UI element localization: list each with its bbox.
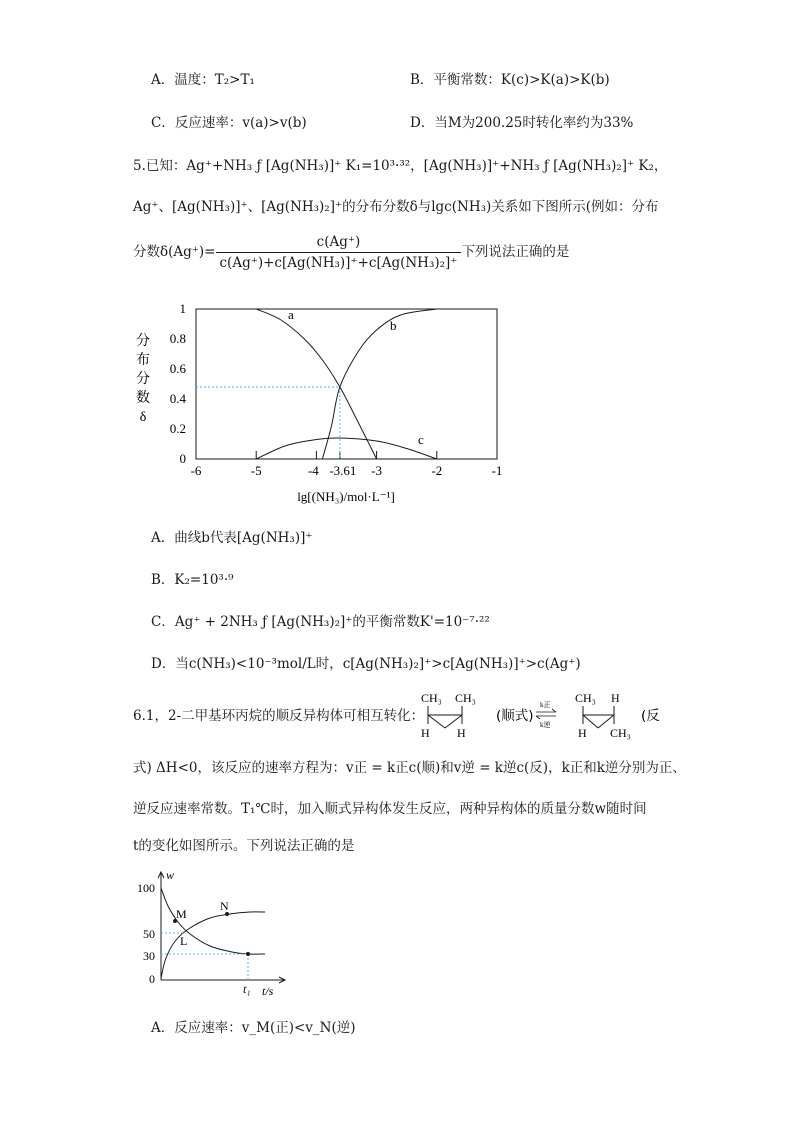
q5-option-b: B．K₂=10³·⁹ (151, 572, 234, 588)
curve-label-c: c (418, 432, 424, 447)
x-axis-label: lg[(NH₃)/mol·L⁻¹] (297, 489, 395, 504)
q5-fraction-prefix: 分数δ(Ag⁺)= (133, 244, 216, 260)
x-tick-label-3: -3.61 (329, 463, 357, 478)
cis-h-left: H (421, 726, 430, 740)
q5-fraction-suffix: 下列说法正确的是 (461, 244, 570, 260)
w-tick-label-2: 50 (143, 927, 155, 941)
y-axis-label-char-3: 数 (136, 391, 150, 406)
curve-label-b: b (390, 318, 397, 333)
w-tick-label-0: 0 (149, 972, 155, 986)
y-axis-label-char-2: 分 (136, 372, 150, 387)
q5-line-2: Ag⁺、[Ag(NH₃)]⁺、[Ag(NH₃)₂]⁺的分布分数δ与lgc(NH₃)关系如下图所示(例如：分布 (133, 199, 659, 215)
cis-ch3-left: CH₃ (421, 691, 442, 705)
cis-ch3-right: CH₃ (455, 691, 476, 705)
y-axis-label-char-0: 分 (136, 334, 150, 349)
point-label-L: L (180, 934, 188, 948)
x-tick-label-6: -1 (491, 463, 503, 478)
q5-option-c: C．Ag⁺ + 2NH₃ ƒ [Ag(NH₃)₂]⁺的平衡常数K'=10⁻⁷·²² (151, 614, 490, 630)
q5-option-a: A．曲线b代表[Ag(NH₃)]⁺ (151, 530, 313, 546)
curve-label-a: a (288, 307, 294, 322)
x-tick-label-1: -5 (250, 463, 262, 478)
q4-option-d: D．当M为200.25时转化率约为33% (410, 115, 634, 131)
q6-line-1: 6.1，2-二甲基环丙烷的顺反异构体可相互转化： (133, 708, 425, 724)
x-tick-label-5: -2 (431, 463, 443, 478)
point-end (246, 952, 250, 956)
point-label-N: N (220, 899, 229, 913)
y-tick-label-3: 0.6 (169, 361, 186, 376)
q6-option-a: A．反应速率：v_M(正)<v_N(逆) (151, 1020, 356, 1036)
y-tick-label-2: 0.4 (169, 391, 186, 406)
q5-fraction-denominator: c(Ag⁺)+c[Ag(NH₃)]⁺+c[Ag(NH₃)₂]⁺ (219, 255, 458, 271)
q4-option-a: A．温度：T₂>T₁ (151, 72, 255, 88)
y-tick-label-5: 1 (179, 301, 186, 316)
x-tick-label-0: -6 (190, 463, 202, 478)
y-tick-label-1: 0.2 (169, 421, 186, 436)
w-tick-label-1: 30 (143, 949, 155, 963)
y-axis-label-char-4: δ (139, 410, 147, 425)
t-axis-label: t/s (262, 984, 274, 998)
q5-option-d: D．当c(NH₃)<10⁻³mol/L时，c[Ag(NH₃)₂]⁺>c[Ag(NH₃)]⁺>c(Ag⁺) (151, 656, 581, 672)
y-tick-label-4: 0.8 (169, 331, 186, 346)
point-label-M: M (176, 907, 187, 921)
cis-label: (顺式) (496, 708, 534, 724)
w-axis-label: w (166, 868, 175, 882)
k-forward-label: k正 (540, 701, 551, 709)
y-tick-label-0: 0 (179, 451, 186, 466)
t1-tick-label: t₁ (243, 982, 251, 996)
trans-h-bottom: H (578, 726, 587, 740)
trans-ch3-top: CH₃ (575, 691, 596, 705)
cis-h-right: H (457, 726, 466, 740)
trans-label: (反 (641, 708, 660, 724)
k-reverse-label: k逆 (540, 721, 551, 729)
q5-fraction-numerator: c(Ag⁺) (216, 234, 462, 253)
q5-line-1: 5.已知：Ag⁺+NH₃ ƒ [Ag(NH₃)]⁺ K₁=10³·³²，[Ag(NH₃)]⁺+NH₃ ƒ [Ag(NH₃)₂]⁺ K₂， (133, 158, 668, 174)
x-tick-label-2: -4 (307, 463, 319, 478)
q6-line-4: t的变化如图所示。下列说法正确的是 (133, 838, 355, 854)
x-tick-label-4: -3 (371, 463, 383, 478)
trans-ch3-bottom: CH₃ (610, 726, 631, 740)
q6-line-2: 式) ΔH<0，该反应的速率方程为：v正 = k正c(顺)和v逆 = k逆c(反)，k正和k逆分别为正、 (133, 760, 686, 776)
trans-h-top: H (611, 691, 620, 705)
w-tick-label-3: 100 (137, 881, 155, 895)
q4-option-b: B．平衡常数：K(c)>K(a)>K(b) (410, 72, 610, 88)
q4-option-c: C．反应速率：v(a)>v(b) (151, 115, 307, 131)
q6-line-3: 逆反应速率常数。T₁℃时，加入顺式异构体发生反应，两种异构体的质量分数w随时间 (133, 801, 647, 817)
y-axis-label-char-1: 布 (136, 353, 150, 368)
